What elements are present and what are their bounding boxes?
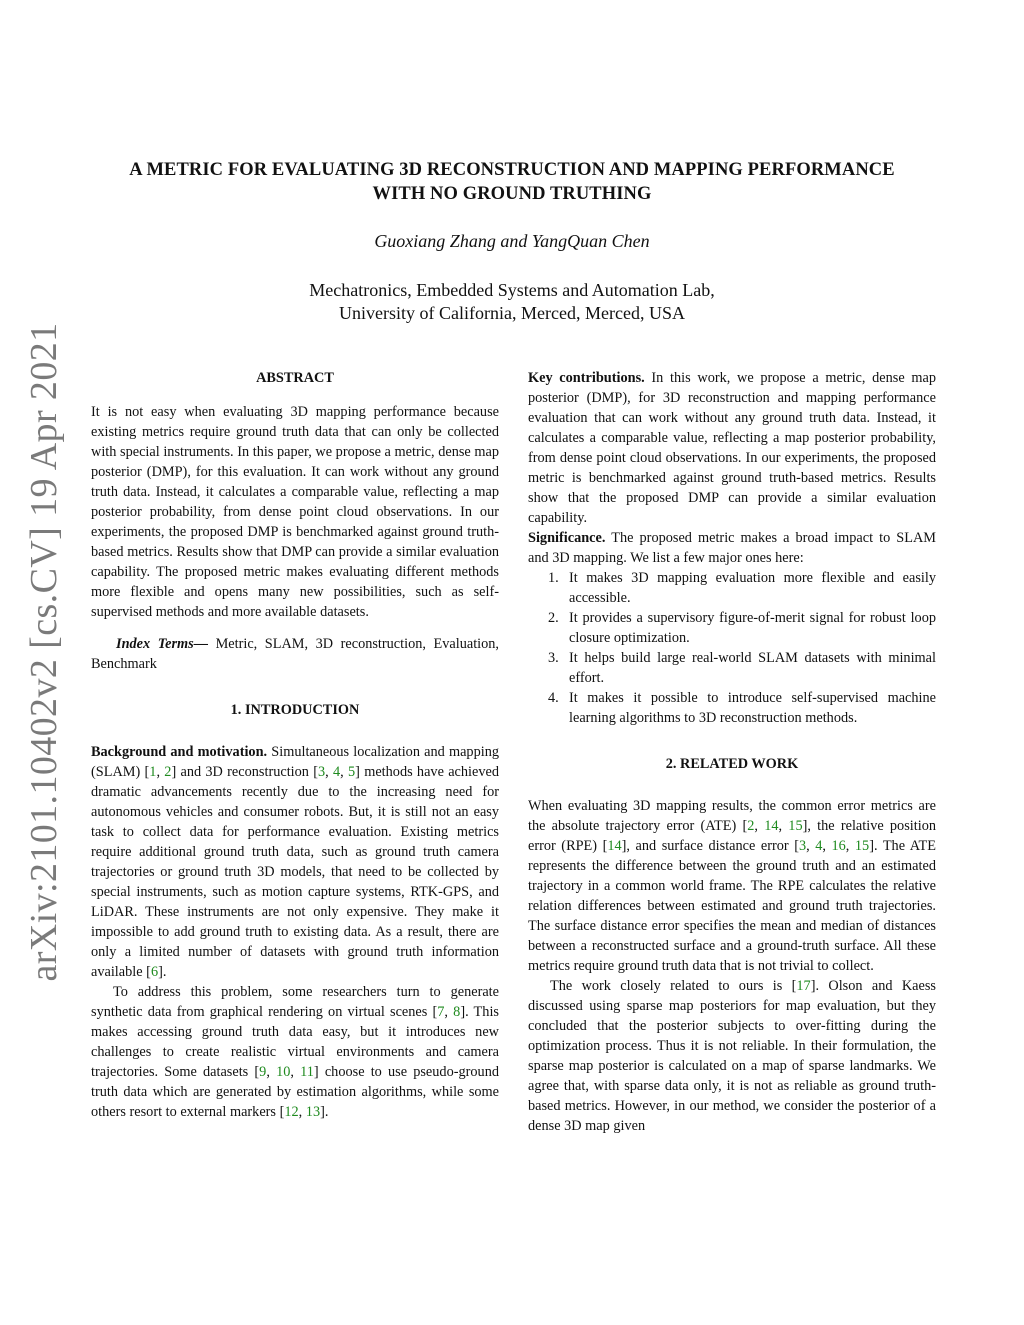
citation-link[interactable]: 2 <box>747 818 755 834</box>
citation-link[interactable]: 17 <box>796 978 811 994</box>
background-lead: Background and motivation. <box>91 744 268 760</box>
authors: Guoxiang Zhang and YangQuan Chen <box>374 231 650 251</box>
left-column <box>91 368 499 1122</box>
intro-paragraph-2: To address this problem, some researchers turn to generate synthetic data from graphical rendering on virtual scenes [7, 8]. This makes accessing ground truth data easy, but it introduces new challenges to create realistic virtual environments and camera trajectories. Some datasets [9, 10, 11] choose to use pseudo-ground truth data which are generated by estimation algorithms, while some others resort to external markers [12, 13]. <box>91 984 499 1120</box>
right-column <box>528 368 936 1136</box>
index-terms <box>91 634 499 674</box>
related-paragraph-1: When evaluating 3D mapping results, the common error metrics are the absolute trajectory error (ATE) [2, 14, 15], the relative position error (RPE) [14], and surface distance error [3, 4, 16, 15]. The ATE represents the difference between the ground truth and an estimated trajectory in a common world frame. The RPE calculates the relative relation differences between estimated and ground truth trajectories. The surface distance error specifies the mean and median of distances between a reconstructed surface and a ground-truth surface. All these metrics require ground truth data that is not trivial to collect. <box>528 798 936 974</box>
citation-link[interactable]: 16 <box>831 838 846 854</box>
citation-link[interactable]: 4 <box>333 764 341 780</box>
citation-link[interactable]: 2 <box>164 764 172 780</box>
citation-link[interactable]: 1 <box>149 764 157 780</box>
list-item: 1. It makes 3D mapping evaluation more flexible and easily accessible. <box>548 570 936 606</box>
citation-link[interactable]: 14 <box>764 818 779 834</box>
significance-lead: Significance. <box>528 530 606 546</box>
related-work-heading: 2. RELATED WORK <box>665 756 799 772</box>
index-terms-label: Index Terms— <box>116 636 209 652</box>
citation-link[interactable]: 14 <box>607 838 622 854</box>
index-terms-text: Metric, SLAM, 3D reconstruction, Evaluation, Benchmark <box>91 636 500 672</box>
citation-link[interactable]: 13 <box>305 1104 321 1120</box>
list-item: 3. It helps build large real-world SLAM datasets with minimal effort. <box>548 650 936 686</box>
abstract-heading: ABSTRACT <box>256 370 334 386</box>
citation-link[interactable]: 5 <box>348 764 356 780</box>
key-contributions-lead: Key contributions. <box>528 370 645 386</box>
list-item: 4. It makes it possible to introduce self-supervised machine learning algorithms to 3D reconstruction methods. <box>548 690 936 726</box>
intro-paragraph-1: Background and motivation. Simultaneous localization and mapping (SLAM) [1, 2] and 3D reconstruction [3, 4, 5] methods have achieved dramatic advancements recently due to the increasing need for autonomous vehicles and consumer robots. But, it is still not an easy task to collect data for performance evaluation. Existing metrics require additional ground truth data, such as ground truth camera trajectories or ground truth 3D models, that need to be collected by special instruments, such as motion capture systems, RTK-GPS, and LiDAR. These instruments are not only expensive. They make it impossible to add ground truth to existing data. As a result, there are only a limited number of datasets with ground truth information available [6]. <box>91 744 499 980</box>
related-paragraph-2: The work closely related to ours is [17]. Olson and Kaess discussed using sparse map posteriors for map evaluation, but they concluded that the posterior subjects to over-fitting during the optimization process. Thus it is not reliable. In their formulation, the sparse map posterior is calculated on a map of sparse landmarks. We agree that, with sparse data only, it is not as reliable as ground truth-based metrics. However, in our method, we consider the posterior of a dense 3D map given <box>528 978 936 1134</box>
citation-link[interactable]: 3 <box>798 838 807 854</box>
title-line-2: WITH NO GROUND TRUTHING <box>372 184 652 204</box>
introduction-heading: 1. INTRODUCTION <box>230 702 360 718</box>
significance: Significance. The proposed metric makes a broad impact to SLAM and 3D mapping. We list a few major ones here: <box>528 530 936 566</box>
citation-link[interactable]: 9 <box>259 1064 267 1080</box>
citation-link[interactable]: 15 <box>854 838 870 854</box>
affiliation <box>0 279 1024 325</box>
key-contributions: Key contributions. In this work, we propose a metric, dense map posterior (DMP), for 3D reconstruction and mapping performance evaluation that can work without any ground truth data. Instead, it calculates a comparable value, reflecting a map posterior probability, from dense point cloud observations. In our experiments, the proposed metric is benchmarked against ground truth-based metrics. Results show that the proposed DMP can provide a similar evaluation capability. <box>528 370 937 526</box>
citation-link[interactable]: 10 <box>276 1064 291 1080</box>
citation-link[interactable]: 6 <box>150 964 159 980</box>
citation-link[interactable]: 11 <box>300 1064 314 1080</box>
citation-link[interactable]: 4 <box>815 838 823 854</box>
abstract-text: It is not easy when evaluating 3D mapping performance because existing metrics require ground truth data that can only be collected with special instruments. In this paper, we propose a metric, dense map posterior (DMP), for this evaluation. It can work without any ground truth data. Instead, it calculates a comparable value, reflecting a map posterior probability, from dense point cloud observations. In our experiments, the proposed DMP is benchmarked against ground truth-based metrics. Results show that DMP can provide a similar evaluation capability. The proposed metric makes evaluating different methods more flexible and opens many new possibilities, such as self-supervised methods and more available datasets. <box>91 404 499 620</box>
citation-link[interactable]: 3 <box>317 764 326 780</box>
affiliation-line-1: Mechatronics, Embedded Systems and Automation Lab, <box>309 280 715 300</box>
title-line-1: A METRIC FOR EVALUATING 3D RECONSTRUCTION AND MAPPING PERFORMANCE <box>129 160 895 180</box>
citation-link[interactable]: 12 <box>284 1104 299 1120</box>
arxiv-side-stamp: arXiv:2101.10402v2 [cs.CV] 19 Apr 2021 <box>23 322 65 982</box>
affiliation-line-2: University of California, Merced, Merced, USA <box>339 303 685 323</box>
list-item: 2. It provides a supervisory figure-of-merit signal for robust loop closure optimization. <box>548 610 936 646</box>
significance-list <box>528 568 936 728</box>
citation-link[interactable]: 8 <box>453 1004 461 1020</box>
paper-title <box>60 158 964 206</box>
citation-link[interactable]: 7 <box>437 1004 445 1020</box>
citation-link[interactable]: 15 <box>788 818 803 834</box>
